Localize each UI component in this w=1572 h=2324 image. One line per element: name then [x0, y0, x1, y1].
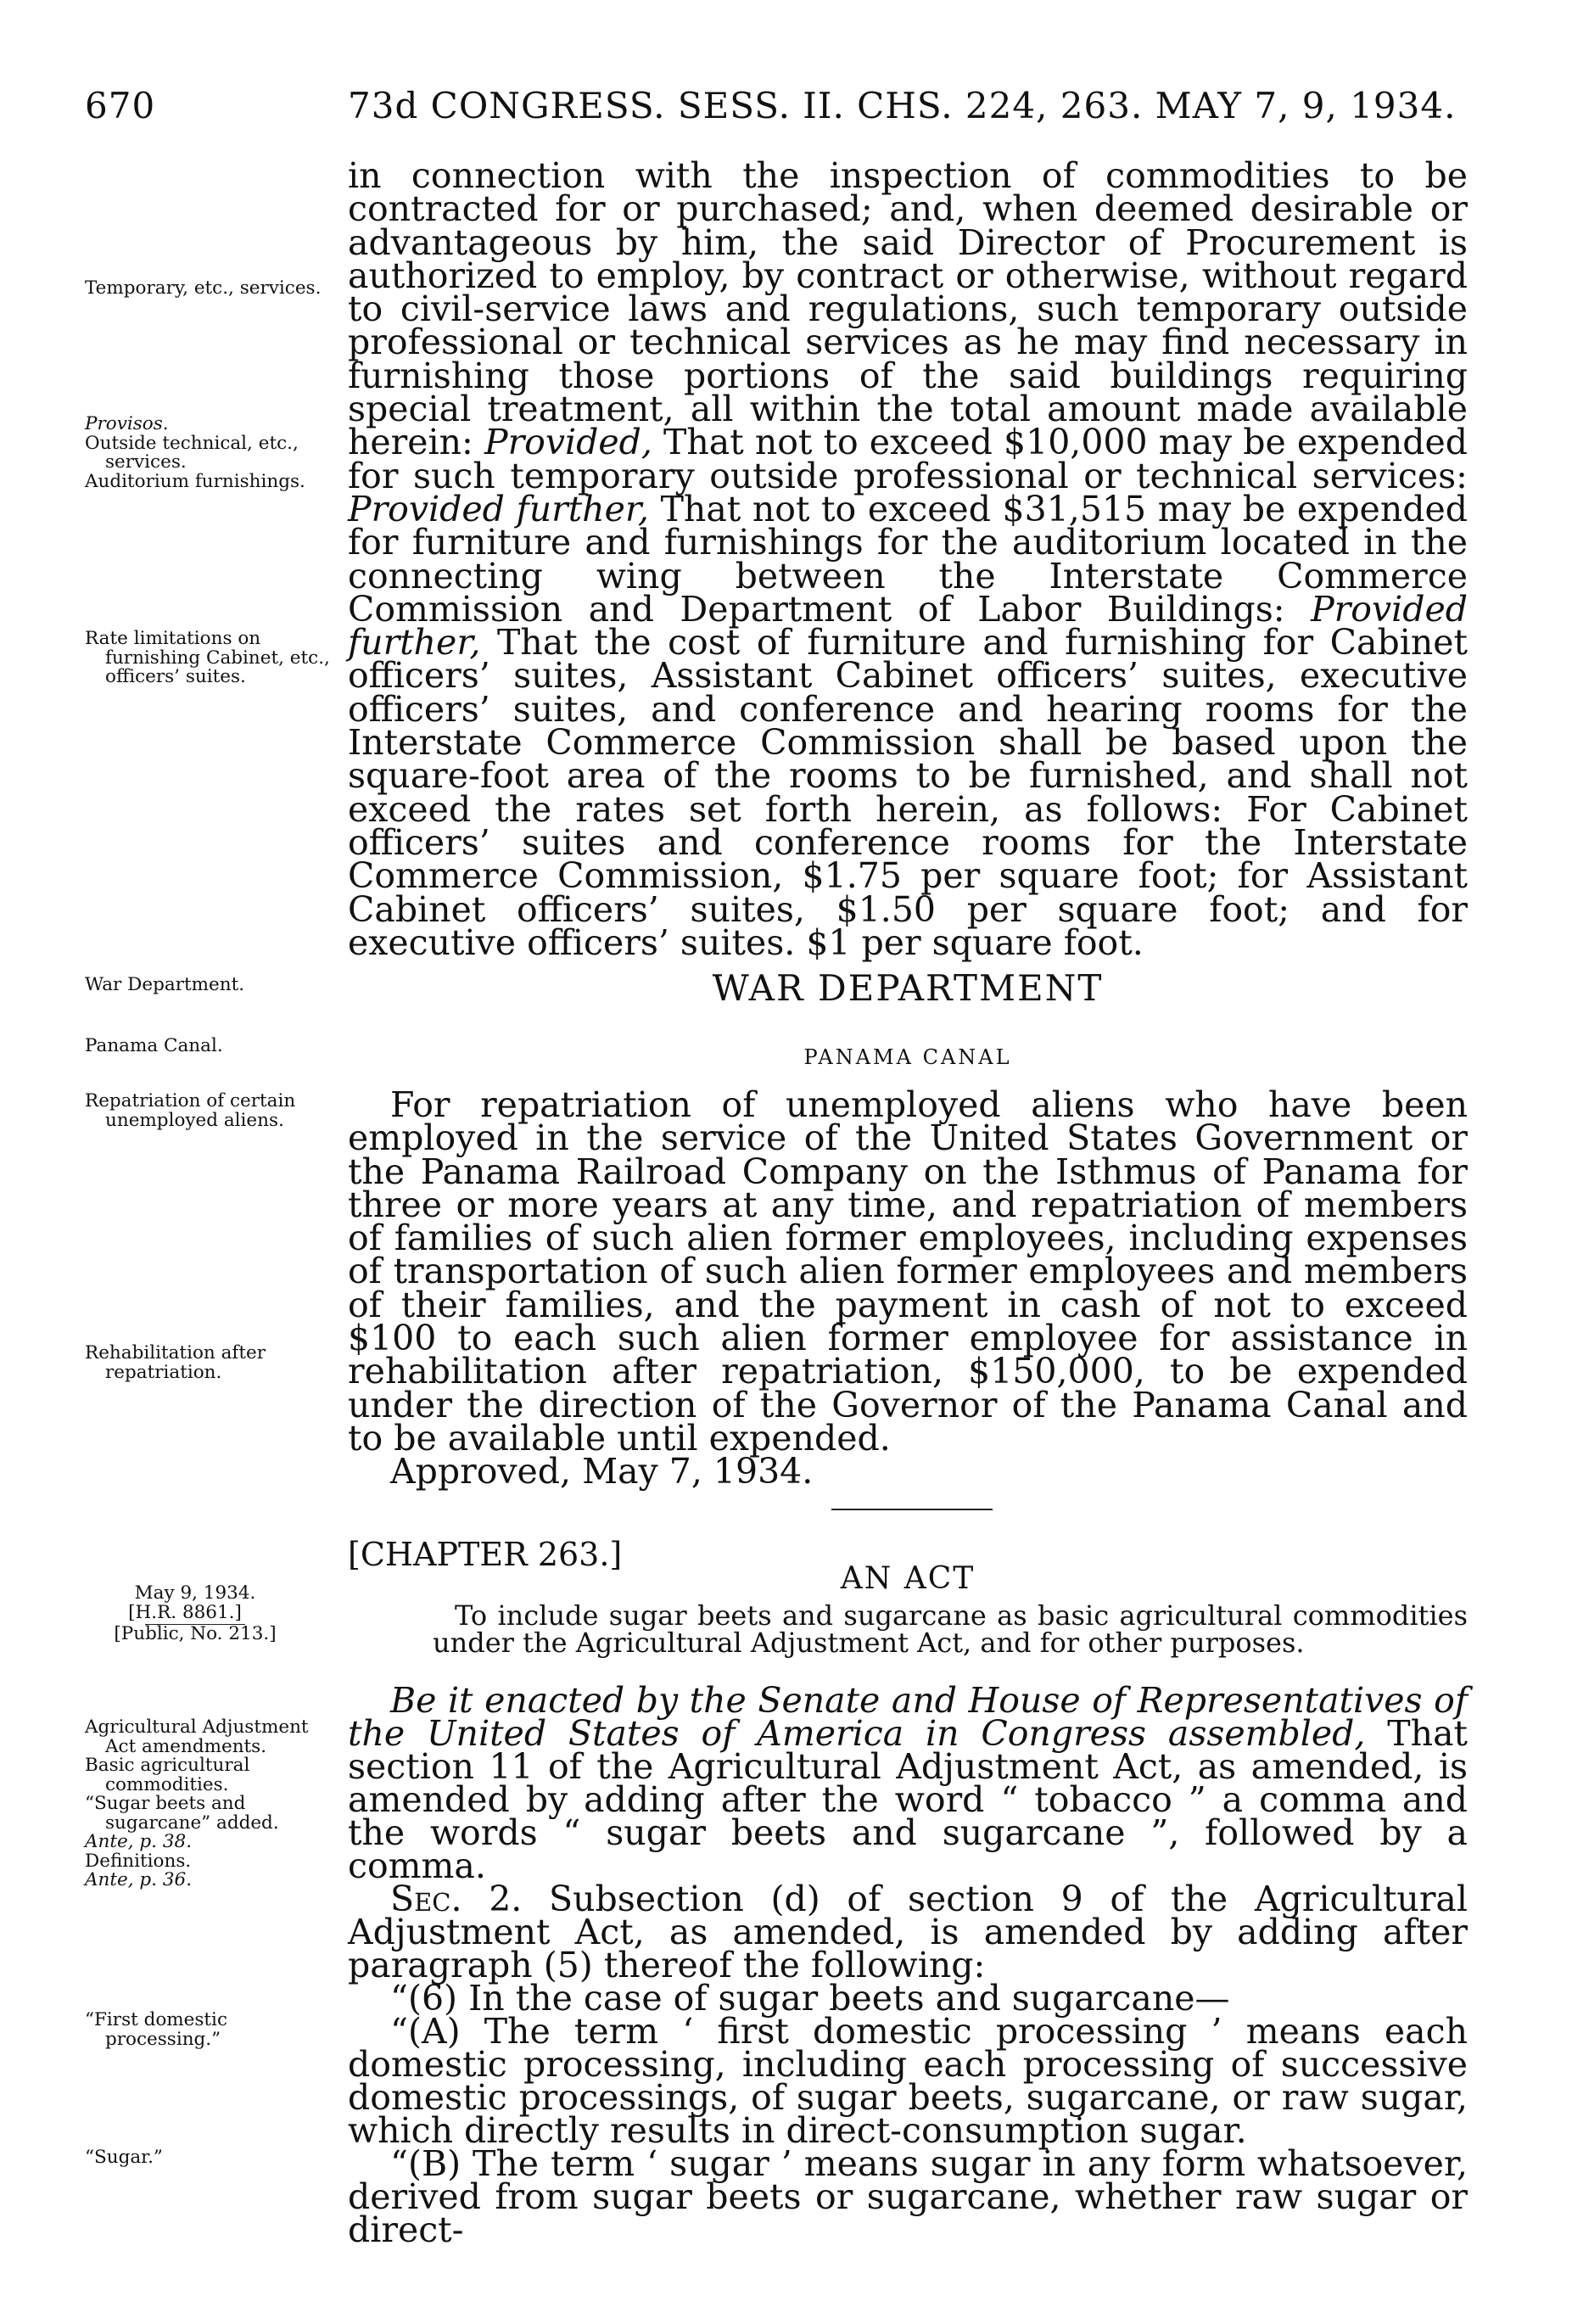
margin-text: “Sugar beets and sugarcane” added.: [85, 1793, 279, 1834]
paragraph-6: “(6) In the case of sugar beets and sugarcane—: [390, 1978, 1230, 2019]
repatriation-text: [348, 1084, 1468, 1492]
section-2-text: Subsection (d) of section 9 of the Agricultural Adjustment Act, as amended, is amended by adding after paragraph (5) thereof the following:: [348, 1879, 1468, 1985]
act-title: [348, 1599, 1468, 1659]
margin-note-bill-info: [85, 1584, 305, 1644]
act-title-text: To include sugar beets and sugarcane as basic agricultural commodities under the Agricultural Adjustment Act, and for other purposes.: [433, 1599, 1468, 1659]
enacting-clause: Be it enacted by the Senate and House of Representatives of the United States of America in Congress assembled,: [348, 1680, 1468, 1754]
margin-text: Temporary, etc., services.: [85, 277, 322, 299]
margin-text: Provisos.: [85, 413, 169, 434]
margin-text: Agricultural Adjustment Act amendments.: [85, 1716, 309, 1757]
panama-canal-heading: PANAMA CANAL: [803, 1045, 1012, 1069]
margin-text: Basic agricultural commodities.: [85, 1755, 250, 1795]
appropriation-text: [348, 155, 1468, 963]
margin-text: Definitions.: [85, 1850, 192, 1872]
margin-text: [Public, No. 213.]: [114, 1623, 277, 1644]
proviso-word: Provided,: [484, 422, 652, 463]
margin-text: May 9, 1934.: [134, 1582, 256, 1604]
margin-note-provisos: [85, 415, 331, 491]
paragraph-a: “(A) The term ‘ first domestic processing ’ means each domestic processing, including each processing of successive domestic processings, of sugar beets, sugarcane, or raw sugar, which directly results in direct-consumption sugar.: [348, 2011, 1468, 2151]
section-2-label: Sec. 2.: [390, 1879, 523, 1919]
repatriation-paragraph: For repatriation of unemployed aliens who have been employed in the service of the United States Government or the Panama Railroad Company on the Isthmus of Panama for three or more years at any time, and repatriation of members of families of such alien former employees, including expenses of transportation of such alien former employees and members of their families, and the payment in cash of not to exceed $100 to each such alien former employee for assistance in rehabilitation after repatriation, $150,000, to be expended under the direction of the Governor of the Panama Canal and to be available until expended.: [348, 1084, 1468, 1459]
page-number: 670: [85, 85, 156, 126]
margin-note-repatriation: [85, 1092, 331, 1130]
margin-note-war-department: [85, 976, 331, 995]
margin-text: Rehabilitation after repatriation.: [85, 1342, 266, 1383]
act-heading: AN ACT: [840, 1561, 976, 1596]
margin-text: Repatriation of certain unemployed aliens.: [85, 1090, 296, 1131]
war-department-heading: WAR DEPARTMENT: [712, 967, 1104, 1009]
margin-text: Outside technical, etc., services.: [85, 432, 299, 473]
margin-text: Ante, p. 36.: [85, 1869, 193, 1890]
margin-note-temporary: [85, 279, 331, 299]
approved-line: Approved, May 7, 1934.: [390, 1451, 814, 1492]
proviso-word: Provided further,: [348, 488, 649, 529]
margin-text: Rate limitations on furnishing Cabinet, etc., officers’ suites.: [85, 628, 330, 687]
paragraph-b: “(B) The term ‘ sugar ’ means sugar in any form whatsoever, derived from sugar beets or sugarcane, whether raw sugar or direct-: [348, 2143, 1468, 2250]
margin-text: War Department.: [85, 974, 245, 995]
running-title: 73d CONGRESS. SESS. II. CHS. 224, 263. MAY 7, 9, 1934.: [348, 85, 1457, 126]
margin-text: [H.R. 8861.]: [145, 1604, 245, 1626]
margin-note-rate-limitations: [85, 630, 331, 687]
margin-text: Auditorium furnishings.: [85, 470, 305, 492]
section-1-text: That section 11 of the Agricultural Adjustment Act, as amended, is amended by adding after the word “ tobacco ” a comma and the words “ sugar beets and sugarcane ”, followed by a comma.: [348, 1713, 1468, 1886]
text-part: That not to exceed $31,515 may be expended for furniture and furnishings for the auditorium located in the connecting wing between the Interstate Commerce Commission and Department of Labor Buildings:: [348, 488, 1468, 630]
margin-text: Ante, p. 38.: [85, 1831, 193, 1852]
text-part: That not to exceed $10,000 may be expended for such temporary outside professional or technical services:: [348, 422, 1468, 496]
text-part: in connection with the inspection of commodities to be contracted for or purchased; and, when deemed desirable or advantageous by him, the said Director of Procurement is authorized to employ, by contract or otherwise, without regard to civil-service laws and regulations, such temporary outside professional or technical services as he may find necessary in furnishing those portions of the said buildings requiring special treatment, all within the total amount made available herein:: [348, 155, 1468, 463]
margin-note-sugar: [85, 2148, 331, 2168]
margin-note-first-domestic: [85, 2011, 331, 2049]
text-part: That the cost of furniture and furnishing for Cabinet officers’ suites, Assistant Cabinet officers’ suites, executive officers’ suites, and conference and hearing rooms for the Interstate Commerce Commission shall be based upon the square-foot area of the rooms to be furnished, and shall not exceed the rates set forth herein, as follows: For Cabinet officers’ suites and conference rooms for the Interstate Commerce Commission, $1.75 per square foot; for Assistant Cabinet officers’ suites, $1.50 per square foot; and for executive officers’ suites. $1 per square foot.: [348, 622, 1468, 963]
margin-text: “Sugar.”: [85, 2147, 163, 2168]
margin-note-panama-canal: [85, 1037, 331, 1056]
chapter-label: [CHAPTER 263.]: [348, 1536, 623, 1573]
section-divider: [831, 1509, 993, 1510]
margin-note-rehabilitation: [85, 1344, 331, 1382]
act-body: [348, 1680, 1468, 2250]
margin-text: Panama Canal.: [85, 1035, 223, 1056]
margin-text: “First domestic processing.”: [85, 2009, 227, 2050]
margin-note-amendments: [85, 1718, 331, 1890]
proviso-word: Provided further,: [348, 588, 1468, 664]
